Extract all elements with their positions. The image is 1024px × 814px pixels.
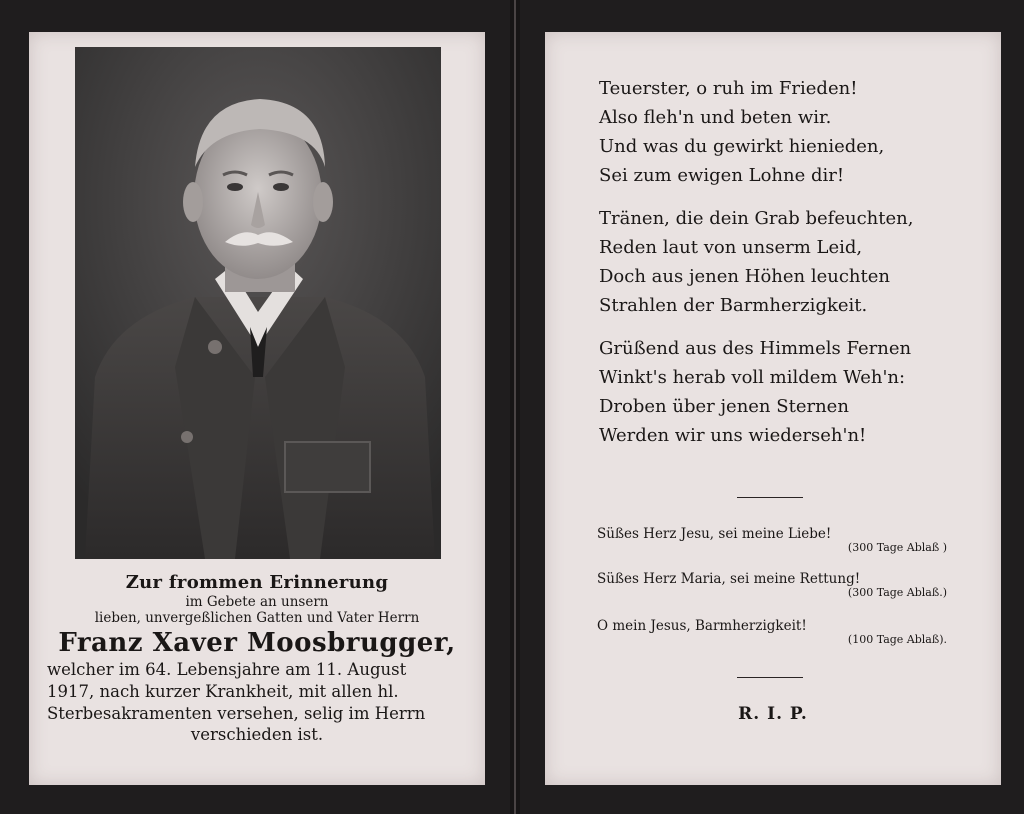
- prayer-1: [597, 526, 947, 554]
- prayer-text: O mein Jesus, Barmherzigkeit!: [597, 618, 807, 634]
- left-card: [29, 32, 485, 785]
- fold-crease: [514, 0, 516, 814]
- caption-body-line-1: welcher im 64. Lebensjahre am 11. August: [47, 660, 407, 680]
- poem-line: Und was du gewirkt hienieden,: [599, 136, 885, 157]
- poem-line: Teuerster, o ruh im Frieden!: [599, 78, 858, 99]
- poem-line: Strahlen der Barmherzigkeit.: [599, 295, 868, 316]
- indulgence-note: (300 Tage Ablaß.): [847, 586, 947, 599]
- poem-line: Werden wir uns wiederseh'n!: [599, 425, 867, 446]
- caption-title: Zur frommen Erinnerung: [125, 572, 389, 593]
- caption-body-line-2: 1917, nach kurzer Krankheit, mit allen hl.: [47, 681, 399, 701]
- caption-body-line-4: verschieden ist.: [190, 725, 324, 745]
- right-card: [545, 32, 1001, 785]
- indulgence-note: (300 Tage Ablaß ): [847, 541, 947, 554]
- poem-line: Tränen, die dein Grab befeuchten,: [599, 208, 914, 229]
- stanza-3: [599, 334, 979, 450]
- portrait-photo: [75, 47, 441, 559]
- prayer-3: [597, 618, 947, 646]
- poem-line: Reden laut von unserm Leid,: [599, 237, 863, 258]
- poem-line: Grüßend aus des Himmels Fernen: [599, 338, 912, 359]
- poem-line: Doch aus jenen Höhen leuchten: [599, 266, 890, 287]
- prayer-2: [597, 571, 947, 599]
- memorial-caption: [29, 572, 485, 746]
- deceased-name: Franz Xaver Moosbrugger,: [58, 627, 456, 658]
- caption-line-3: lieben, unvergeßlichen Gatten und Vater Herrn: [94, 609, 420, 626]
- poem-line: Sei zum ewigen Lohne dir!: [599, 165, 845, 186]
- indulgence-note: (100 Tage Ablaß).: [847, 633, 947, 646]
- poem: [599, 74, 979, 464]
- poem-line: Also fleh'n und beten wir.: [599, 107, 832, 128]
- caption-body: [29, 659, 485, 746]
- poem-line: Winkt's herab voll mildem Weh'n:: [599, 367, 906, 388]
- stanza-1: [599, 74, 979, 190]
- caption-line-2: im Gebete an unsern: [185, 593, 329, 610]
- rip-text: R. I. P.: [738, 704, 808, 724]
- divider-rule: [737, 497, 803, 498]
- divider-rule: [737, 677, 803, 678]
- stanza-2: [599, 204, 979, 320]
- prayer-text: Süßes Herz Maria, sei meine Rettung!: [597, 571, 861, 587]
- prayer-text: Süßes Herz Jesu, sei meine Liebe!: [597, 526, 832, 542]
- caption-body-line-3: Sterbesakramenten versehen, selig im Herrn: [47, 703, 426, 723]
- poem-line: Droben über jenen Sternen: [599, 396, 849, 417]
- card-fold: [510, 0, 520, 814]
- portrait-image: [75, 47, 441, 559]
